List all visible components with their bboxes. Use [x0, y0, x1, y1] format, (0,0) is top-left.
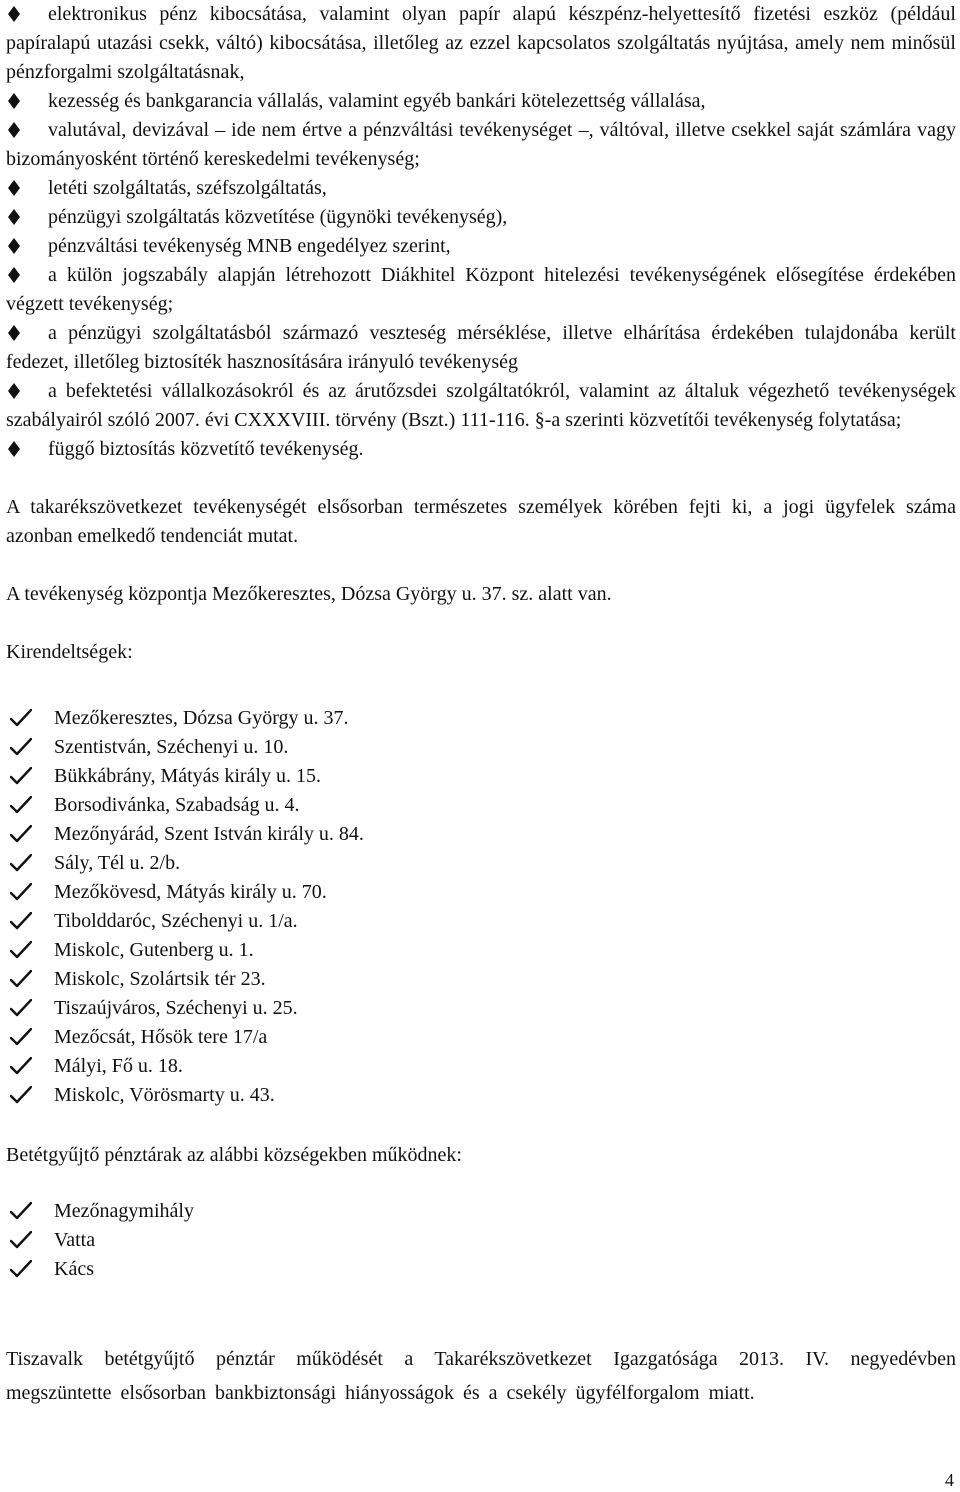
list-item [6, 936, 956, 965]
branch-address: Mezőnyárád, Szent István király u. 84. [54, 823, 364, 845]
checkmark-icon [10, 709, 32, 727]
diamond-bullet-icon [8, 93, 20, 109]
branch-address: Miskolc, Szolártsik tér 23. [54, 968, 266, 990]
list-item [6, 1023, 956, 1052]
list-item [6, 1255, 956, 1284]
list-item-text: a befektetési vállalkozásokról és az árutőzsdei szolgáltatókról, valamint az általuk végezhető tevékenységek szabályairól szóló 2007. évi CXXXVIII. törvény (Bszt.) 111-116. §-a szerinti közvetítői tevékenység folytatása; [6, 380, 956, 431]
checkmark-icon [10, 912, 32, 930]
list-item [6, 1197, 956, 1226]
list-item [6, 965, 956, 994]
checkmark-icon [10, 1028, 32, 1046]
checkmark-icon [10, 1202, 32, 1220]
branch-address: Mezőkövesd, Mátyás király u. 70. [54, 881, 327, 903]
checkmark-icon [10, 999, 32, 1017]
list-item-text: pénzváltási tevékenység MNB engedélyez szerint, [48, 235, 451, 257]
branch-address: Mezőkeresztes, Dózsa György u. 37. [54, 707, 349, 729]
branch-address: Miskolc, Vörösmarty u. 43. [54, 1084, 275, 1106]
checkmark-icon [10, 1086, 32, 1104]
checkmark-icon [10, 738, 32, 756]
checkmark-icon [10, 1231, 32, 1249]
checkmark-icon [10, 767, 32, 785]
diamond-bullet-icon [8, 122, 20, 138]
checkmark-icon [10, 796, 32, 814]
list-item [6, 174, 956, 203]
list-item [6, 232, 956, 261]
activity-list [6, 0, 956, 464]
document-page [6, 0, 956, 1410]
diamond-bullet-icon [8, 180, 20, 196]
list-item [6, 820, 956, 849]
list-item [6, 907, 956, 936]
branch-address: Miskolc, Gutenberg u. 1. [54, 939, 254, 961]
cashdesk-location: Vatta [54, 1229, 96, 1251]
list-item [6, 435, 956, 464]
diamond-bullet-icon [8, 238, 20, 254]
list-item [6, 704, 956, 733]
diamond-bullet-icon [8, 383, 20, 399]
list-item [6, 319, 956, 377]
list-item-text: elektronikus pénz kibocsátása, valamint olyan papír alapú készpénz-helyettesítő fizetési eszköz (például papíralapú utazási csekk, váltó) kibocsátása, illetőleg az ezzel kapcsolatos szolgáltatás nyújtása, amely nem minősül pénzforgalmi szolgáltatásnak, [6, 3, 956, 83]
diamond-bullet-icon [8, 325, 20, 341]
branch-address: Szentistván, Széchenyi u. 10. [54, 736, 289, 758]
checkmark-icon [10, 825, 32, 843]
list-item [6, 762, 956, 791]
list-item-text: a pénzügyi szolgáltatásból származó veszteség mérséklése, illetve elhárítása érdekében tulajdonába került fedezet, illetőleg biztosíték hasznosítására irányuló tevékenység [6, 322, 956, 373]
clients-paragraph: A takarékszövetkezet tevékenységét elsősorban természetes személyek körében fejti ki, a jogi ügyfelek száma azonban emelkedő tendenciát mutat. [6, 496, 956, 547]
list-item [6, 878, 956, 907]
diamond-bullet-icon [8, 267, 20, 283]
checkmark-icon [10, 1260, 32, 1278]
list-item [6, 733, 956, 762]
cashdesks-heading: Betétgyűjtő pénztárak az alábbi községekben működnek: [6, 1144, 462, 1166]
branch-address: Borsodivánka, Szabadság u. 4. [54, 794, 300, 816]
list-item [6, 1052, 956, 1081]
list-item-text: letéti szolgáltatás, széfszolgáltatás, [48, 177, 327, 199]
list-item-text: függő biztosítás közvetítő tevékenység. [48, 438, 364, 460]
list-item-text: valutával, devizával – ide nem értve a pénzváltási tevékenységet –, váltóval, illetve csekkel saját számlára vagy bizományosként történő kereskedelmi tevékenység; [6, 119, 956, 170]
checkmark-icon [10, 1057, 32, 1075]
list-item [6, 87, 956, 116]
page-number: 4 [945, 1470, 954, 1490]
checkmark-icon [10, 941, 32, 959]
list-item [6, 994, 956, 1023]
list-item [6, 849, 956, 878]
branches-heading: Kirendeltségek: [6, 641, 133, 663]
diamond-bullet-icon [8, 441, 20, 457]
list-item-text: kezesség és bankgarancia vállalás, valamint egyéb bankári kötelezettség vállalása, [48, 90, 706, 112]
diamond-bullet-icon [8, 209, 20, 225]
list-item [6, 791, 956, 820]
diamond-bullet-icon [8, 6, 20, 22]
tiszavalk-paragraph: Tiszavalk betétgyűjtő pénztár működését a Takarékszövetkezet Igazgatósága 2013. IV. negyedévben megszüntette elsősorban bankbiztonsági hiányosságok és a csekély ügyfélforgalom miatt. [6, 1348, 956, 1404]
list-item-text: a külön jogszabály alapján létrehozott Diákhitel Központ hitelezési tevékenységének elősegítése érdekében végzett tevékenység; [6, 264, 956, 315]
branch-address: Tibolddaróc, Széchenyi u. 1/a. [54, 910, 298, 932]
list-item [6, 261, 956, 319]
list-item [6, 116, 956, 174]
list-item [6, 203, 956, 232]
center-paragraph: A tevékenység központja Mezőkeresztes, Dózsa György u. 37. sz. alatt van. [6, 583, 612, 605]
branch-address: Mezőcsát, Hősök tere 17/a [54, 1026, 268, 1048]
cashdesk-location: Kács [54, 1258, 94, 1280]
list-item-text: pénzügyi szolgáltatás közvetítése (ügynöki tevékenység), [48, 206, 508, 228]
list-item [6, 0, 956, 87]
branch-address: Sály, Tél u. 2/b. [54, 852, 181, 874]
list-item [6, 1081, 956, 1110]
list-item [6, 1226, 956, 1255]
branches-list [6, 704, 956, 1110]
checkmark-icon [10, 970, 32, 988]
cashdesks-list [6, 1197, 956, 1284]
branch-address: Mályi, Fő u. 18. [54, 1055, 183, 1077]
cashdesk-location: Mezőnagymihály [54, 1200, 194, 1222]
checkmark-icon [10, 854, 32, 872]
list-item [6, 377, 956, 435]
checkmark-icon [10, 883, 32, 901]
branch-address: Bükkábrány, Mátyás király u. 15. [54, 765, 321, 787]
branch-address: Tiszaújváros, Széchenyi u. 25. [54, 997, 298, 1019]
